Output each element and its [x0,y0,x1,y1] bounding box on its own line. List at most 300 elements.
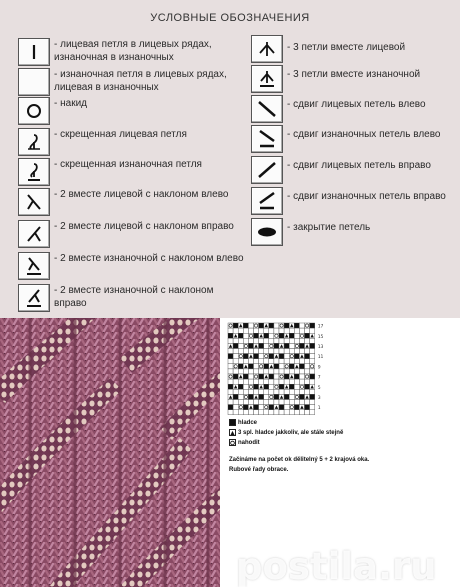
chart-cell [305,354,310,359]
chart-cell [299,400,304,405]
chart-cell [259,359,264,364]
chart-cell [294,410,299,415]
chart-cell [248,374,253,379]
legend-label: - скрещенная лицевая петля [54,129,187,140]
chart-row-number: 3 [317,395,321,401]
chart-cell [305,333,310,338]
chart-cell [259,323,264,328]
chart-row-number: 11 [317,355,324,361]
chart-cell [289,369,294,374]
chart-cell [228,349,233,354]
legend-item-p2tog-right [18,284,248,312]
chart-row-number: 9 [317,365,321,371]
chart-note: Rubové řady obrace. [229,467,289,473]
chart-key-label: 3 spl. hladce jakkoliv, ale stále stejně [238,429,344,436]
chart-row-number: 17 [317,324,324,330]
chart-cell [248,389,253,394]
chart-cell [294,400,299,405]
chart-cell [243,374,248,379]
chart-cell [243,405,248,410]
chart-cell [233,400,238,405]
chart-cell [269,410,274,415]
chart-cell [274,369,279,374]
knitted-fabric-photo [0,318,220,587]
chart-cell [294,323,299,328]
chart-cell [305,328,310,333]
chart-cell [284,338,289,343]
chart-cell [274,338,279,343]
chart-cell [243,384,248,389]
chart-cell [310,349,315,354]
chart-cell [269,405,274,410]
chart-cell [294,354,299,359]
chart-cell [310,343,315,348]
chart-cell [233,338,238,343]
chart-row-number: 15 [317,334,324,340]
chart-cell [279,410,284,415]
chart-cell [284,369,289,374]
legend-label: - изнаночная петля в лицевых рядах, лицевая в изнаночных [54,69,227,93]
chart-cell [274,349,279,354]
chart-cell [269,379,274,384]
legend-item-p2tog-left [18,252,248,280]
chart-cell [248,379,253,384]
chart-cell [233,354,238,359]
chart-cell [294,333,299,338]
chart-cell [289,400,294,405]
chart-cell [310,359,315,364]
chart-cell [228,384,233,389]
legend-label: - лицевая петля в лицевых рядах, изнаночная в изнаночных [54,39,212,63]
chart-cell [238,364,243,369]
legend-label: - 2 вместе лицевой с наклоном влево [54,189,229,200]
circle-icon [229,439,236,446]
chart-cell [238,338,243,343]
chart-cell [310,338,315,343]
chart-cell [284,354,289,359]
chart-cell [243,359,248,364]
chart-cell [269,384,274,389]
chart-cell [289,384,294,389]
chart-cell [279,400,284,405]
chart-cell [264,379,269,384]
chart-cell [284,400,289,405]
legend-item-bind-off [251,218,456,246]
chart-cell [233,379,238,384]
chart-cell [228,354,233,359]
legend-label: - закрытие петель [287,222,371,233]
chart-grid [222,318,460,428]
chart-key-item [229,429,343,436]
chart-cell [274,400,279,405]
chart-cell [233,389,238,394]
chart-cell [248,349,253,354]
cross-knit-right-icon [251,156,283,184]
chart-cell [254,410,259,415]
chart-cell [228,328,233,333]
chart-cell [299,343,304,348]
chart-cell [243,354,248,359]
chart-cell [279,379,284,384]
chart-cell [254,333,259,338]
chart-cell [274,359,279,364]
cross-knit-left-icon [251,95,283,123]
chart-cell [310,410,315,415]
chart-cell [264,338,269,343]
chart-cell [289,364,294,369]
k2tog-left-icon [18,188,50,216]
chart-cell [248,343,253,348]
chart-cell [248,394,253,399]
chart-cell [274,328,279,333]
chart-cell [243,410,248,415]
chart-cell [264,384,269,389]
twisted-knit-icon [18,128,50,156]
chart-cell [243,333,248,338]
chart-cell [269,338,274,343]
chart-cell [289,333,294,338]
legend-label: - 3 петли вместе лицевой [287,42,406,53]
chart-cell [289,410,294,415]
chart-cell [310,389,315,394]
chart-row-number: 5 [317,385,321,391]
chart-cell [305,400,310,405]
chart-cell [310,369,315,374]
chart-cell [305,349,310,354]
chart-cell [254,369,259,374]
legend-item-cross-purl-right [251,187,456,215]
chart-cell [254,354,259,359]
legend-label: - сдвиг изнаночных петель вправо [287,191,446,202]
chart-cell [299,328,304,333]
chart-cell [248,410,253,415]
chart-cell [294,389,299,394]
chart-cell [243,400,248,405]
chart-cell [269,389,274,394]
legend-item-purl [18,68,248,96]
chart-cell [294,379,299,384]
chart-cell [279,359,284,364]
chart-cell [264,389,269,394]
chart-cell [233,374,238,379]
legend-label: - 3 петли вместе изнаночной [287,69,421,80]
fabric-texture [0,318,220,587]
chart-cell [264,400,269,405]
chart-cell [259,328,264,333]
chart-cell [233,369,238,374]
chart-cell [279,389,284,394]
chart-cell [269,374,274,379]
chart-cell [279,338,284,343]
chart-cell [279,369,284,374]
chart-cell [238,389,243,394]
chart-cell [238,369,243,374]
chart-cell [299,389,304,394]
chart-cell [269,359,274,364]
chart-cell [284,410,289,415]
chart-cell [248,328,253,333]
chart-cell [254,379,259,384]
chart-cell [228,359,233,364]
chart-cell [264,359,269,364]
chart-row-number: 13 [317,344,324,350]
chart-cell [254,338,259,343]
blank-icon [18,68,50,96]
chart-cell [284,374,289,379]
chart-cell [279,364,284,369]
chart-cell [238,343,243,348]
chart-cell [238,384,243,389]
legend-item-knit [18,38,248,66]
chart-cell [269,369,274,374]
chart-cell [254,359,259,364]
chart-cell [299,410,304,415]
chart-cell [238,400,243,405]
chart-cell [305,405,310,410]
chart-cell [254,405,259,410]
chart-cell [284,349,289,354]
chart-cell [274,374,279,379]
chart-cell [228,333,233,338]
watermark: postila.ru [236,545,437,587]
legend-item-k2tog-right [18,220,248,248]
chart-cell [243,389,248,394]
chart-cell [254,400,259,405]
chart-cell [259,400,264,405]
chart-cell [243,349,248,354]
chart-cell [264,394,269,399]
chart-cell [294,328,299,333]
twisted-purl-icon [18,158,50,186]
chart-row-number: 7 [317,375,321,381]
chart-key-label: hladce [238,419,258,426]
legend-label: - 2 вместе изнаночной с наклоном вправо [54,285,214,309]
chart-cell [259,405,264,410]
chart-cell [289,328,294,333]
chart-cell [248,359,253,364]
p3tog-icon [251,65,283,93]
chart-cell [264,349,269,354]
cross-purl-right-icon [251,187,283,215]
chart-cell [248,338,253,343]
chart-cell [305,338,310,343]
chart-cell [248,364,253,369]
legend-label: - сдвиг изнаночных петель влево [287,129,441,140]
chart-cell [233,410,238,415]
legend-item-k3tog [251,35,456,63]
chart-cell [294,338,299,343]
chart-cell [289,338,294,343]
legend-item-k2tog-left [18,188,248,216]
chart-cell [299,369,304,374]
chart-cell [259,338,264,343]
knit-vertical-line-icon [18,38,50,66]
chart-cell [284,405,289,410]
chart-cell [269,333,274,338]
chart-cell [284,389,289,394]
legend-item-cross-purl-left [251,125,456,153]
chart-cell [264,343,269,348]
chart-cell [238,394,243,399]
chart-cell [269,349,274,354]
chart-cell [310,379,315,384]
chart-cell [289,349,294,354]
chart-cell [248,369,253,374]
chart-cell [254,364,259,369]
filled-square-icon [229,419,236,426]
chart-cell [238,410,243,415]
chart-cell [294,384,299,389]
chart-cell [274,364,279,369]
chart-cell [305,364,310,369]
chart-note: Začínáme na počet ok dělitelný 5 + 2 krajová oka. [229,457,370,463]
legend-label: - сдвиг лицевых петель вправо [287,160,431,171]
chart-cell [248,400,253,405]
chart-cell [274,379,279,384]
chart-cell [305,389,310,394]
chart-cell [238,359,243,364]
chart-cell [274,410,279,415]
chart-cell [299,359,304,364]
chart-cell [243,338,248,343]
chart-cell [284,394,289,399]
chart-cell [279,384,284,389]
chart-cell [254,349,259,354]
chart-cell [279,405,284,410]
chart-cell [233,323,238,328]
chart-cell [233,349,238,354]
bind-off-icon [251,218,283,246]
legend-label: - 2 вместе изнаночной с наклоном влево [54,253,244,264]
p2tog-left-icon [18,252,50,280]
chart-cell [264,369,269,374]
chart-cell [299,394,304,399]
chart-cell [228,369,233,374]
chart-cell [305,359,310,364]
chart-cell [299,364,304,369]
legend-title: УСЛОВНЫЕ ОБОЗНАЧЕНИЯ [150,12,310,24]
chart-cell [305,384,310,389]
chart-cell [279,328,284,333]
chart-cell [284,323,289,328]
chart-cell [254,389,259,394]
chart-cell [310,400,315,405]
chart-cell [259,379,264,384]
chart-cell [264,410,269,415]
chart-cell [279,349,284,354]
chart-cell [259,369,264,374]
legend-item-cross-knit-left [251,95,456,123]
chart-cell [259,374,264,379]
chart-cell [274,343,279,348]
chart-cell [279,333,284,338]
chart-cell [269,323,274,328]
chart-cell [305,379,310,384]
chart-cell [243,379,248,384]
chart-cell [228,379,233,384]
chart-cell [310,323,315,328]
chart-cell [264,333,269,338]
chart-cell [233,405,238,410]
chart-cell [289,359,294,364]
chart-cell [264,364,269,369]
chart-cell [310,394,315,399]
chart-cell [269,354,274,359]
chart-cell [294,349,299,354]
chart-key-item [229,439,260,446]
chart-cell [254,328,259,333]
chart-cell [284,328,289,333]
chart-cell [238,333,243,338]
chart-cell [243,328,248,333]
chart-cell [279,354,284,359]
legend-label: - скрещенная изнаночная петля [54,159,202,170]
legend-item-p3tog [251,65,456,93]
chart-cell [305,410,310,415]
chart-cell [299,323,304,328]
chart-cell [254,384,259,389]
chart-key-label: nahodit [238,439,260,446]
chart-cell [294,405,299,410]
circle-icon [18,97,50,125]
chart-cell [228,364,233,369]
chart-cell [299,379,304,384]
chart-cell [269,328,274,333]
chart-cell [228,389,233,394]
chart-cell [284,359,289,364]
triangle-icon [229,429,236,436]
k2tog-right-icon [18,220,50,248]
chart-cell [299,338,304,343]
chart-cell [274,394,279,399]
legend-label: - 2 вместе лицевой с наклоном вправо [54,221,234,232]
legend-item-yarn-over [18,97,248,125]
chart-cell [289,394,294,399]
chart-cell [310,374,315,379]
legend-item-twisted-purl [18,158,248,186]
chart-cell [289,379,294,384]
chart-cell [238,379,243,384]
chart-cell [284,379,289,384]
chart-cell [259,343,264,348]
chart-cell [310,354,315,359]
chart-cell [238,328,243,333]
chart-cell [310,405,315,410]
chart-cell [305,369,310,374]
chart-cell [243,369,248,374]
chart-cell [299,349,304,354]
p2tog-right-icon [18,284,50,312]
chart-row-number: 1 [317,406,321,412]
chart-cell [233,328,238,333]
chart-cell [228,410,233,415]
legend-item-cross-knit-right [251,156,456,184]
chart-cell [259,389,264,394]
chart-cell [259,394,264,399]
cross-purl-left-icon [251,125,283,153]
chart-cell [269,400,274,405]
chart-cell [228,405,233,410]
chart-cell [228,338,233,343]
legend-label: - сдвиг лицевых петель влево [287,99,426,110]
chart-cell [259,349,264,354]
chart-cell [259,410,264,415]
chart-cell [259,354,264,359]
legend-label: - накид [54,98,87,109]
chart-cell [233,359,238,364]
chart-cell [284,343,289,348]
chart-cell [238,349,243,354]
